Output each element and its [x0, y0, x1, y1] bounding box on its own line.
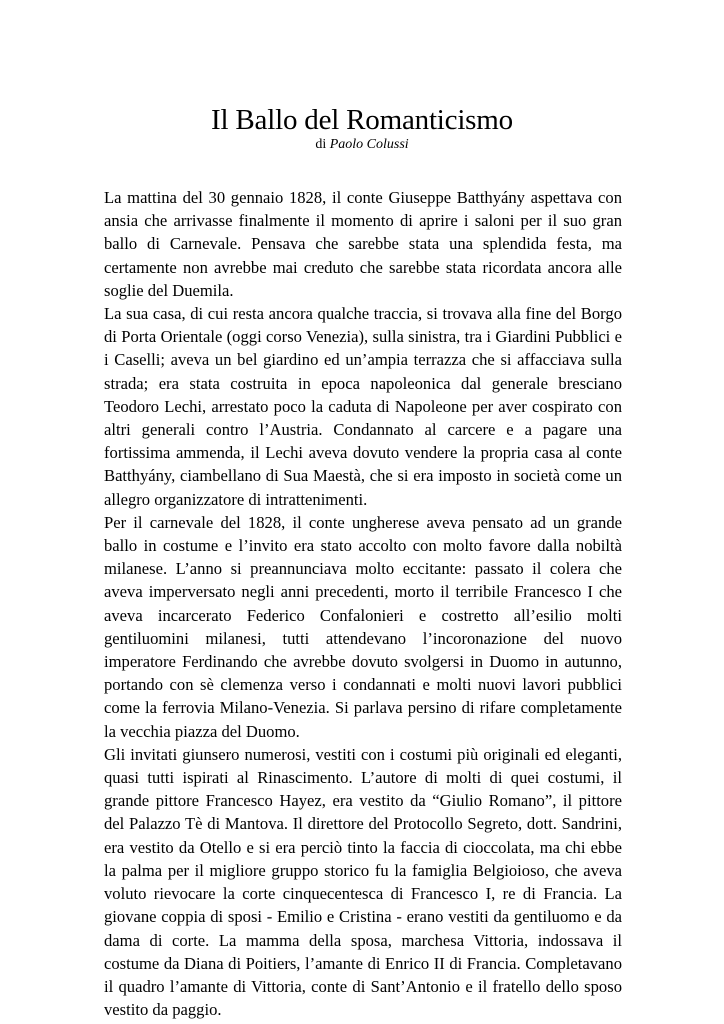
- paragraph-3: Per il carnevale del 1828, il conte ungherese aveva pensato ad un grande ballo in costume e l’invito era stato accolto con molto favore dalla nobiltà milanese. L’anno si preannunciava molto eccitante: passato il colera che aveva imperversato negli anni precedenti, morto il terribile Francesco I che aveva incarcerato Federico Confalonieri e costretto all’esilio molti gentiluomini milanesi, tutti attendevano l’incoronazione del nuovo imperatore Ferdinando che avrebbe dovuto svolgersi in Duomo in autunno, portando con sè clemenza verso i condannati e molti nuovi lavori pubblici come la ferrovia Milano-Venezia. Si parlava persino di rifare completamente la vecchia piazza del Duomo.: [104, 512, 622, 741]
- paragraph-4: Gli invitati giunsero numerosi, vestiti con i costumi più originali ed eleganti, quasi tutti ispirati al Rinascimento. L’autore di molti di quei costumi, il grande pittore Francesco Hayez, era vestito da “Giulio Romano”, il pittore del Palazzo Tè di Mantova. Il direttore del Protocollo Segreto, dott. Sandrini, era vestito da Otello e si era perciò tinto la faccia di cioccolata, ma chi ebbe la palma per il migliore gruppo storico fu la famiglia Belgioioso, che aveva voluto rievocare la corte cinquecentesca di Francesco I, re di Francia. La giovane coppia di sposi - Emilio e Cristina - erano vestiti da gentiluomo e da dama di corte. La mamma della sposa, marchesa Vittoria, indossava il costume da Diana di Poitiers, l’amante di Enrico II di Francia. Completavano il quadro l’amante di Vittoria, conte di Sant’Antonio e il fratello dello sposo vestito da paggio.: [104, 744, 622, 1020]
- document-title: Il Ballo del Romanticismo: [211, 104, 513, 136]
- byline: [0, 136, 724, 154]
- byline-prefix: di: [315, 137, 327, 152]
- article-body: [104, 186, 622, 1021]
- paragraph-2: La sua casa, di cui resta ancora qualche traccia, si trovava alla fine del Borgo di Porta Orientale (oggi corso Venezia), sulla sinistra, tra i Giardini Pubblici e i Caselli; aveva un bel giardino ed un’ampia terrazza che si affacciava sulla strada; era stata costruita in epoca napoleonica dal generale bresciano Teodoro Lechi, arrestato poco la caduta di Napoleone per aver cospirato con altri generali contro l’Austria. Condannato al carcere e a pagare una fortissima ammenda, il Lechi aveva dovuto vendere la propria casa al conte Batthyány, ciambellano di Sua Maestà, che si era imposto in società come un allegro organizzatore di intrattenimenti.: [104, 304, 622, 509]
- paragraph-1: La mattina del 30 gennaio 1828, il conte Giuseppe Batthyány aspettava con ansia che arrivasse finalmente il momento di aprire i saloni per il suo gran ballo di Carnevale. Pensava che sarebbe stata una splendida festa, ma certamente non avrebbe mai creduto che sarebbe stata ricordata ancora alle soglie del Duemila.: [104, 188, 622, 300]
- author-name: Paolo Colussi: [329, 137, 409, 152]
